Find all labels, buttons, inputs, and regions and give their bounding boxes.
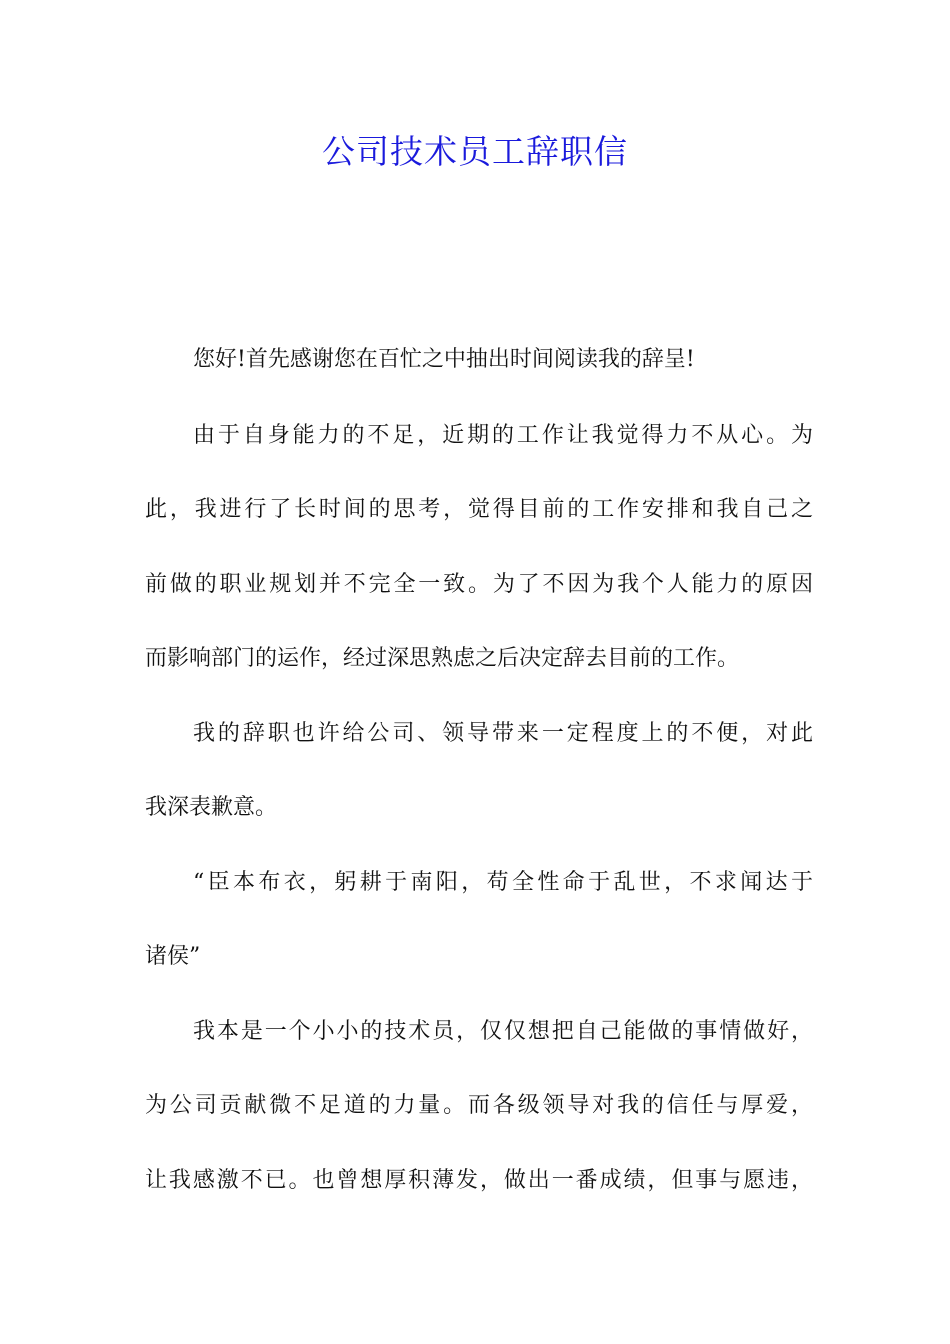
paragraph-line: 而影响部门的运作，经过深思熟虑之后决定辞去目前的工作。 [145,646,740,671]
paragraph-line: 让我感激不已。也曾想厚积薄发，做出一番成绩，但事与愿违， [145,1168,813,1193]
paragraph-line: 前做的职业规划并不完全一致。为了不因为我个人能力的原因 [145,572,813,597]
paragraph-line: 为公司贡献微不足道的力量。而各级领导对我的信任与厚爱， [145,1093,813,1118]
paragraph-line: 我的辞职也许给公司、领导带来一定程度上的不便，对此 [193,721,813,746]
quote-line: 诸侯” [145,944,201,969]
paragraph-line: 您好!首先感谢您在百忙之中抽出时间阅读我的辞呈! [193,347,695,372]
paragraph-line: 我本是一个小小的技术员，仅仅想把自己能做的事情做好， [193,1019,813,1044]
paragraph-line: 由于自身能力的不足，近期的工作让我觉得力不从心。为 [193,423,813,448]
quote-line: “臣本布衣，躬耕于南阳，苟全性命于乱世，不求闻达于 [193,870,813,895]
paragraph-line: 此，我进行了长时间的思考，觉得目前的工作安排和我自己之 [145,497,813,522]
paragraph-line: 我深表歉意。 [145,795,278,820]
document-title: 公司技术员工辞职信 [322,132,628,171]
